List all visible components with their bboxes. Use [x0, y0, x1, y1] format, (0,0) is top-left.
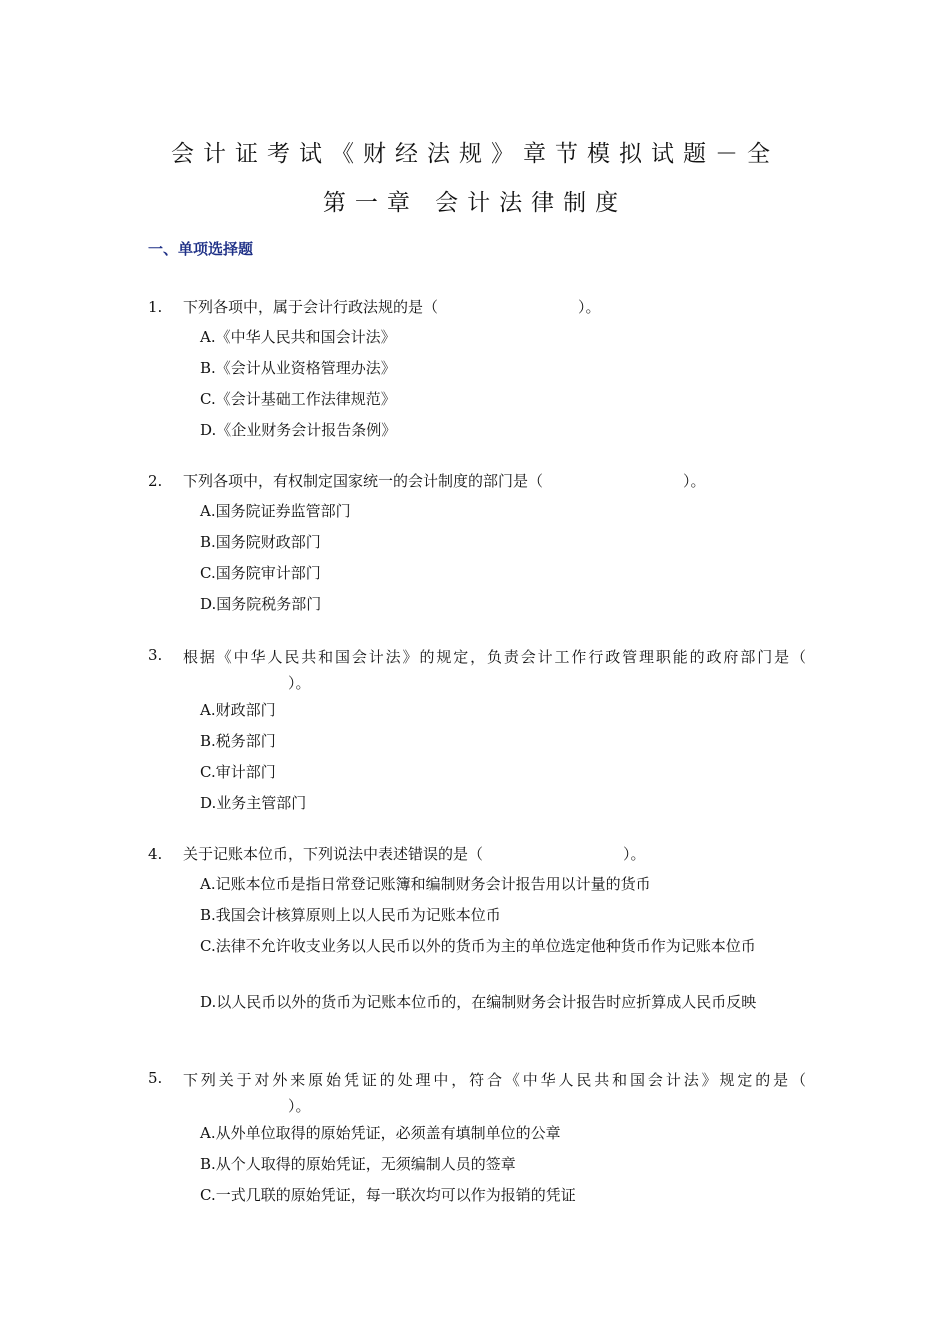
- question-stem: 根据《中华人民共和国会计法》的规定，负责会计工作行政管理职能的政府部门是（）。: [183, 648, 806, 692]
- question-number: 1.: [148, 298, 163, 316]
- option-d[interactable]: D.以人民币以外的货币为记账本位币的，在编制财务会计报告时应折算成人民币反映: [200, 993, 757, 1011]
- option-b[interactable]: B.国务院财政部门: [200, 533, 321, 551]
- option-b[interactable]: B.税务部门: [200, 732, 276, 750]
- question-3: [148, 644, 808, 696]
- question-number: 3.: [148, 646, 163, 664]
- option-c[interactable]: C.《会计基础工作法律规范》: [200, 390, 396, 408]
- question-number: 4.: [148, 845, 163, 863]
- option-a[interactable]: A.记账本位币是指日常登记账簿和编制财务会计报告用以计量的货币: [200, 875, 651, 893]
- question-stem: 下列各项中，属于会计行政法规的是（ ）。: [183, 298, 601, 316]
- question-2: [148, 470, 808, 498]
- option-c[interactable]: C.法律不允许收支业务以人民币以外的货币为主的单位选定他种货币作为记账本位币: [200, 937, 756, 955]
- option-a[interactable]: A.国务院证券监管部门: [200, 502, 351, 520]
- question-stem: 下列各项中，有权制定国家统一的会计制度的部门是（ ）。: [183, 472, 706, 490]
- chapter-title: 第一章 会计法律制度: [322, 190, 628, 216]
- question-1: [148, 296, 808, 324]
- option-a[interactable]: A.《中华人民共和国会计法》: [200, 328, 396, 346]
- option-c[interactable]: C.一式几联的原始凭证，每一联次均可以作为报销的凭证: [200, 1186, 576, 1204]
- option-b[interactable]: B.我国会计核算原则上以人民币为记账本位币: [200, 906, 501, 924]
- question-5: [148, 1067, 808, 1119]
- document-title: 会计证考试《财经法规》章节模拟试题－全: [171, 141, 779, 167]
- question-number: 5.: [148, 1069, 163, 1087]
- option-c[interactable]: C.审计部门: [200, 763, 276, 781]
- option-c[interactable]: C.国务院审计部门: [200, 564, 321, 582]
- option-d[interactable]: D.《企业财务会计报告条例》: [200, 421, 397, 439]
- option-b[interactable]: B.《会计从业资格管理办法》: [200, 359, 396, 377]
- question-stem: 关于记账本位币，下列说法中表述错误的是（ ）。: [183, 845, 646, 863]
- question-4: [148, 843, 808, 871]
- option-a[interactable]: A.财政部门: [200, 701, 276, 719]
- option-b[interactable]: B.从个人取得的原始凭证，无须编制人员的签章: [200, 1155, 516, 1173]
- question-stem: 下列关于对外来原始凭证的处理中，符合《中华人民共和国会计法》规定的是（）。: [183, 1071, 806, 1115]
- option-d[interactable]: D.国务院税务部门: [200, 595, 322, 613]
- option-a[interactable]: A.从外单位取得的原始凭证，必须盖有填制单位的公章: [200, 1124, 561, 1142]
- section-heading: 一、单项选择题: [148, 240, 254, 258]
- option-d[interactable]: D.业务主管部门: [200, 794, 307, 812]
- question-number: 2.: [148, 472, 163, 490]
